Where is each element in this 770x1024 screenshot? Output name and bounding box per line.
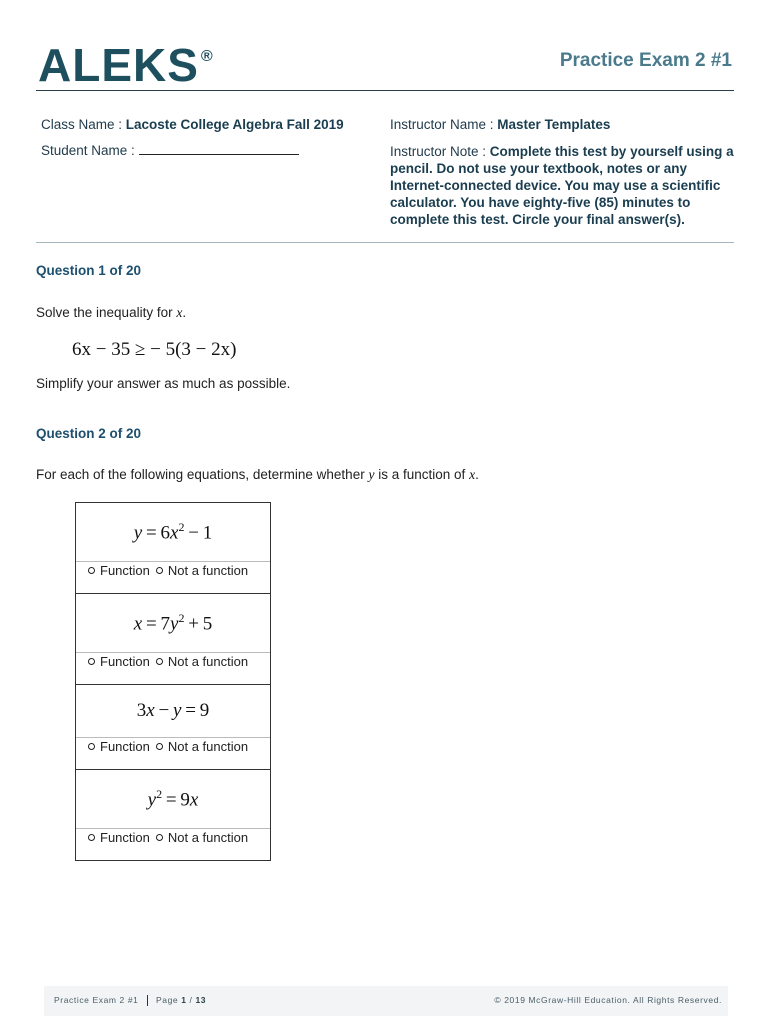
equation-1-options	[76, 562, 270, 593]
instructor-name-value: Master Templates	[497, 117, 611, 132]
instructor-name-label: Instructor Name :	[390, 117, 498, 132]
radio-icon[interactable]	[88, 743, 95, 750]
equation-4-not-function-option[interactable]: Not a function	[156, 830, 248, 845]
student-name-blank	[139, 143, 299, 155]
section-divider	[36, 242, 734, 243]
equation-1-function-option[interactable]: Function	[88, 563, 150, 578]
radio-icon[interactable]	[156, 658, 163, 665]
equation-4: $y^2 = 9x$	[76, 770, 270, 829]
footer-separator	[147, 995, 149, 1006]
radio-icon[interactable]	[88, 658, 95, 665]
equation-2-function-option[interactable]: Function	[88, 654, 150, 669]
question-1-inequality: 6x − 35 ≥ − 5(3 − 2x)	[72, 339, 237, 360]
footer-page-current: 1	[181, 995, 187, 1005]
footer-copyright: © 2019 McGraw-Hill Education. All Rights Reserved.	[494, 995, 722, 1005]
equation-4-function-option[interactable]: Function	[88, 830, 150, 845]
equation-2: $x = 7y^2 + 5$	[76, 594, 270, 653]
radio-icon[interactable]	[88, 834, 95, 841]
instructor-note-label: Instructor Note :	[390, 144, 490, 159]
equation-1-not-function-option[interactable]: Not a function	[156, 563, 248, 578]
function-table	[75, 502, 271, 861]
class-name-row	[41, 117, 344, 132]
page-footer	[44, 986, 728, 1016]
instructor-name-row	[390, 117, 610, 132]
equation-3-not-function-option[interactable]: Not a function	[156, 739, 248, 754]
radio-icon[interactable]	[88, 567, 95, 574]
equation-block-4	[76, 770, 270, 860]
instructor-note-text: Complete this test by yourself using a pencil. Do not use your textbook, notes or any Internet-connected device. You may use a scientific calculator. You have eighty-five (85) minutes to complete this test. Circle your final answer(s).	[390, 144, 734, 227]
equation-block-1	[76, 503, 270, 594]
equation-block-2	[76, 594, 270, 685]
student-name-label: Student Name :	[41, 143, 139, 158]
exam-title: Practice Exam 2 #1	[559, 50, 732, 71]
footer-page-prefix: Page	[156, 995, 182, 1005]
equation-3-function-option[interactable]: Function	[88, 739, 150, 754]
question-1-prompt: Solve the inequality for x.	[36, 305, 187, 320]
equation-3-options	[76, 738, 270, 769]
question-2-heading: Question 2 of 20	[36, 426, 142, 441]
footer-page-total: 13	[195, 995, 207, 1005]
question-1-instruction: Simplify your answer as much as possible.	[36, 376, 291, 391]
aleks-logo: ALEKS ®	[38, 39, 214, 91]
equation-block-3	[76, 685, 270, 770]
question-1-heading: Question 1 of 20	[36, 263, 142, 278]
radio-icon[interactable]	[156, 834, 163, 841]
equation-4-options	[76, 829, 270, 860]
student-name-row	[41, 143, 299, 158]
class-name-value: Lacoste College Algebra Fall 2019	[125, 117, 344, 132]
footer-left: Practice Exam 2 #1 Page 1 / 13	[54, 995, 207, 1005]
equation-2-options	[76, 653, 270, 684]
radio-icon[interactable]	[156, 743, 163, 750]
question-2-prompt: For each of the following equations, determine whether y is a function of x.	[36, 467, 479, 482]
radio-icon[interactable]	[156, 567, 163, 574]
equation-3: 3x − y = 9	[76, 685, 270, 738]
instructor-note	[390, 143, 735, 228]
equation-1: $y = 6x^2 - 1$	[76, 503, 270, 562]
class-name-label: Class Name :	[41, 117, 126, 132]
header-divider	[36, 90, 734, 91]
equation-2-not-function-option[interactable]: Not a function	[156, 654, 248, 669]
footer-exam-title: Practice Exam 2 #1	[54, 995, 139, 1005]
